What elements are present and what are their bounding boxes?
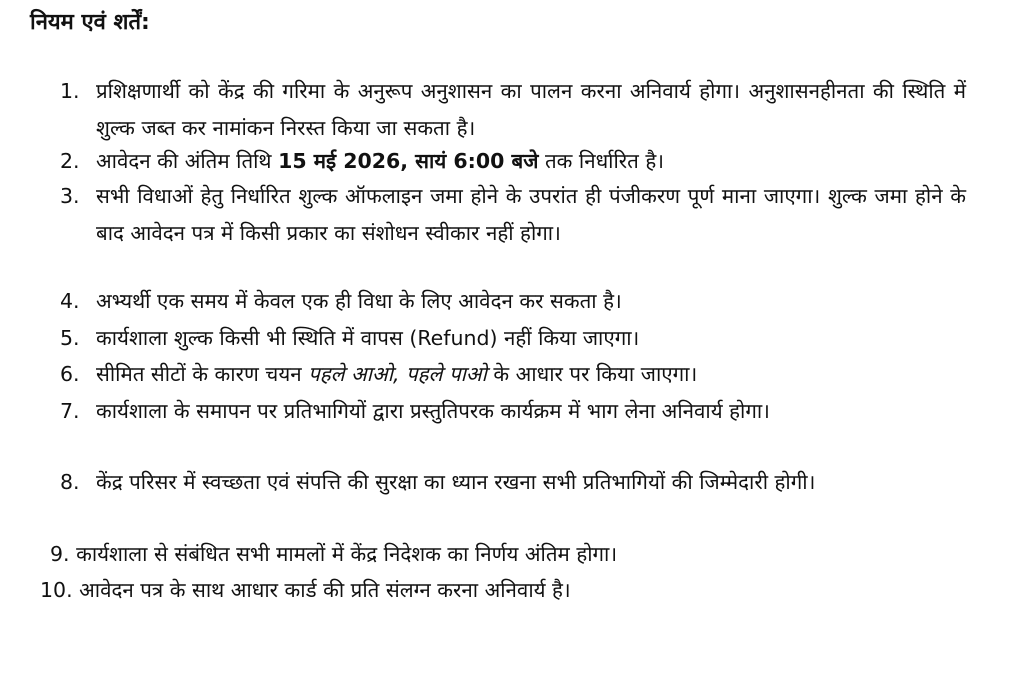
terms-item-7 xyxy=(60,393,966,430)
item-text: कार्यशाला से संबंधित सभी मामलों में केंद्र निदेशक का निर्णय अंतिम होगा। xyxy=(76,542,618,566)
item-text-after: के आधार पर किया जाएगा। xyxy=(486,362,698,386)
item-text: अभ्यर्थी एक समय में केवल एक ही विधा के लिए आवेदन कर सकता है। xyxy=(96,289,622,313)
item-text-before: आवेदन की अंतिम तिथि xyxy=(96,149,279,173)
emphasis-text: पहले आओ, पहले पाओ xyxy=(308,362,487,386)
item-text: आवेदन पत्र के साथ आधार कार्ड की प्रति संलग्न करना अनिवार्य है। xyxy=(79,578,571,602)
item-number: 10. xyxy=(40,578,73,602)
item-number: 8. xyxy=(60,470,80,494)
terms-item-3 xyxy=(60,178,966,252)
terms-item-9 xyxy=(50,536,980,573)
terms-item-8 xyxy=(60,464,966,501)
item-text xyxy=(96,356,966,393)
terms-item-10 xyxy=(40,572,980,609)
deadline-date: 15 मई 2026, सायं 6:00 बजे xyxy=(278,149,539,173)
terms-heading: नियम एवं शर्तें: xyxy=(30,10,150,35)
item-number: 4. xyxy=(60,289,80,313)
terms-item-2 xyxy=(60,143,966,180)
item-text xyxy=(96,143,966,180)
terms-item-4 xyxy=(60,283,966,320)
item-text-after: तक निर्धारित है। xyxy=(538,149,665,173)
item-number: 5. xyxy=(60,326,80,350)
item-number: 1. xyxy=(60,79,80,103)
terms-item-1 xyxy=(60,73,966,147)
item-number: 2. xyxy=(60,149,80,173)
item-number: 7. xyxy=(60,399,80,423)
item-text: प्रशिक्षणार्थी को केंद्र की गरिमा के अनुरूप अनुशासन का पालन करना अनिवार्य होगा। अनुशासनहीनता की स्थिति में शुल्क जब्त कर नामांकन निरस्त किया जा सकता है। xyxy=(96,79,966,140)
terms-item-6 xyxy=(60,356,966,393)
item-text-before: सीमित सीटों के कारण चयन xyxy=(96,362,309,386)
item-text: कार्यशाला शुल्क किसी भी स्थिति में वापस (Refund) नहीं किया जाएगा। xyxy=(96,326,640,350)
item-text: कार्यशाला के समापन पर प्रतिभागियों द्वारा प्रस्तुतिपरक कार्यक्रम में भाग लेना अनिवार्य होगा। xyxy=(96,399,770,423)
item-text: सभी विधाओं हेतु निर्धारित शुल्क ऑफलाइन जमा होने के उपरांत ही पंजीकरण पूर्ण माना जाएगा। शुल्क जमा होने के बाद आवेदन पत्र में किसी प्रकार का संशोधन स्वीकार नहीं होगा। xyxy=(96,184,966,245)
item-number: 6. xyxy=(60,362,80,386)
item-text: केंद्र परिसर में स्वच्छता एवं संपत्ति की सुरक्षा का ध्यान रखना सभी प्रतिभागियों की जिम्मेदारी होगी। xyxy=(96,470,816,494)
item-number: 3. xyxy=(60,184,80,208)
terms-item-5 xyxy=(60,320,966,357)
item-number: 9. xyxy=(50,542,70,566)
